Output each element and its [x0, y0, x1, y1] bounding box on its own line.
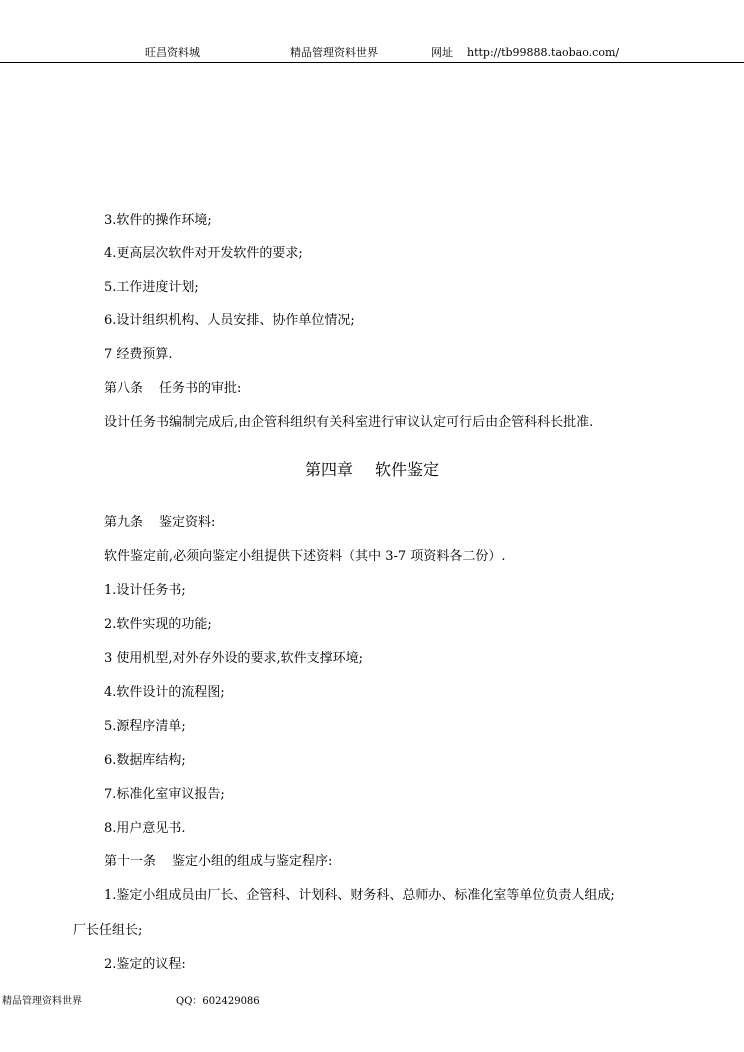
list-item: 4.更高层次软件对开发软件的要求; [104, 246, 303, 261]
footer-brand: 精品管理资料世界 [2, 996, 82, 1007]
list-item: 2.软件实现的功能; [104, 617, 212, 632]
header-url-label: 网址 [431, 46, 453, 59]
list-item: 8.用户意见书. [104, 821, 186, 836]
list-item: 6.设计组织机构、人员安排、协作单位情况; [104, 313, 355, 328]
list-item: 3.软件的操作环境; [104, 213, 212, 228]
article-label: 第十一条 [104, 854, 157, 869]
paragraph: 软件鉴定前,必须向鉴定小组提供下述资料（其中 3-7 项资料各二份）. [104, 549, 506, 564]
header-site-name: 旺昌资料城 [145, 46, 200, 59]
chapter-title: 软件鉴定 [375, 460, 440, 479]
list-item: 6.数据库结构; [104, 753, 186, 768]
article-11-heading [104, 853, 332, 871]
list-item: 5.工作进度计划; [104, 280, 199, 295]
list-item: 4.软件设计的流程图; [104, 685, 225, 700]
footer-qq: QQ：602429086 [176, 996, 260, 1007]
paragraph: 设计任务书编制完成后,由企管科组织有关科室进行审议认定可行后由企管科科长批准. [104, 415, 594, 430]
article-title: 任务书的审批: [159, 381, 242, 396]
list-item: 7.标准化室审议报告; [104, 787, 225, 802]
article-9-heading [104, 514, 215, 532]
article-label: 第九条 [104, 515, 144, 530]
article-label: 第八条 [104, 381, 144, 396]
article-title: 鉴定资料: [159, 515, 216, 530]
list-item: 1.设计任务书; [104, 583, 186, 598]
list-item: 5.源程序清单; [104, 719, 186, 734]
header-brand: 精品管理资料世界 [290, 46, 378, 59]
list-item-continuation: 厂长任组长; [73, 923, 143, 938]
header-url[interactable]: http://tb99888.taobao.com/ [467, 46, 620, 59]
article-8-heading [104, 380, 241, 398]
list-item: 1.鉴定小组成员由厂长、企管科、计划科、财务科、总师办、标准化室等单位负责人组成; [104, 888, 615, 903]
list-item: 3 使用机型,对外存外设的要求,软件支撑环境; [104, 651, 364, 666]
chapter-number: 第四章 [304, 460, 353, 479]
chapter-heading [0, 459, 744, 481]
page-header [0, 0, 744, 63]
article-title: 鉴定小组的组成与鉴定程序: [172, 854, 333, 869]
list-item: 2.鉴定的议程: [104, 957, 186, 972]
list-item: 7 经费预算. [104, 347, 173, 362]
